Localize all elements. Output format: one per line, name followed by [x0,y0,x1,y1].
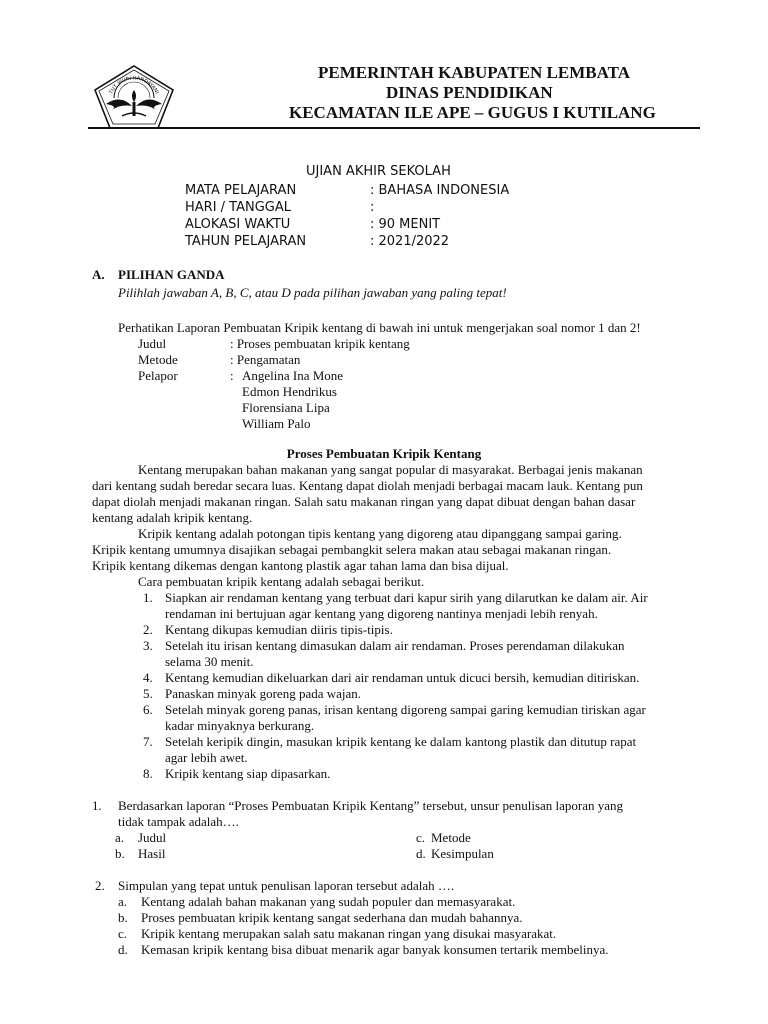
step-number: 3. [143,638,153,653]
option-key: d. [118,942,128,957]
step-number: 7. [143,734,153,749]
exam-row-label: HARI / TANGGAL [185,200,292,215]
step-text: Kentang kemudian dikeluarkan dari air rendaman untuk dicuci bersih, kemudian ditiriskan. [165,670,640,685]
pelapor-name: Florensiana Lipa [242,400,330,415]
step-number: 6. [143,702,153,717]
report-judul-value: : Proses pembuatan kripik kentang [230,336,410,351]
step-text: Setelah itu irisan kentang dimasukan dalam air rendaman. Proses perendaman dilakukan [165,638,625,653]
exam-title: UJIAN AKHIR SEKOLAH [306,164,451,179]
step-text: rendaman ini bertujuan agar kentang yang digoreng nantinya menjadi lebih renyah. [165,606,598,621]
letterhead-line-3: KECAMATAN ILE APE – GUGUS I KUTILANG [289,103,656,122]
report-pelapor-label: Pelapor [138,368,178,383]
question-number: 2. [95,878,105,893]
question-number: 1. [92,798,102,813]
step-text: kadar minyaknya berkurang. [165,718,315,733]
paragraph-line: dapat diolah menjadi makanan ringan. Salah satu makanan ringan yang dapat dibuat dengan bahan dasar [92,494,636,509]
option-key: a. [118,894,128,909]
option-key: b. [118,910,128,925]
exam-row-value: : BAHASA INDONESIA [370,183,510,198]
step-number: 1. [143,590,153,605]
pelapor-name: William Palo [242,416,311,431]
report-metode-value: : Pengamatan [230,352,301,367]
paragraph-line: Kentang merupakan bahan makanan yang sangat popular di masyarakat. Berbagai jenis makanan [138,462,643,477]
step-text: Kentang dikupas kemudian diiris tipis-tipis. [165,622,393,637]
option-key: b. [115,846,125,861]
question-text: Berdasarkan laporan “Proses Pembuatan Kripik Kentang” tersebut, unsur penulisan laporan yang [118,798,624,813]
section-letter: A. [92,267,105,282]
step-text: selama 30 menit. [165,654,254,669]
paragraph-line: dari kentang sudah beredar secara luas. Kentang dapat diolah menjadi berbagai macam lauk. Kentang pun [92,478,643,493]
report-metode-label: Metode [138,352,178,367]
option-key: a. [115,830,125,845]
option-text: Metode [431,830,471,845]
exam-row-label: ALOKASI WAKTU [185,217,291,232]
exam-row-value: : 90 MENIT [370,217,441,232]
letterhead-line-2: DINAS PENDIDIKAN [386,83,553,102]
exam-row-value: : 2021/2022 [370,234,450,249]
option-key: c. [118,926,128,941]
paragraph-line: Kripik kentang umumnya disajikan sebagai pembangkit selera makan atau sebagai makanan ringan. [92,542,612,557]
section-instruction: Pilihlah jawaban A, B, C, atau D pada pilihan jawaban yang paling tepat! [118,285,507,300]
report-pelapor-colon: : [230,368,234,383]
exam-row-label: MATA PELAJARAN [185,183,297,198]
pelapor-name: Edmon Hendrikus [242,384,337,399]
letterhead-line-1: PEMERINTAH KABUPATEN LEMBATA [318,63,630,82]
step-number: 8. [143,766,153,781]
section-title: PILIHAN GANDA [118,267,225,282]
question-text: tidak tampak adalah…. [118,814,239,829]
paragraph-line: Kripik kentang dikemas dengan kantong plastik agar tahan lama dan bisa dijual. [92,558,509,573]
option-text: Kentang adalah bahan makanan yang sudah populer dan memasyarakat. [141,894,516,909]
step-text: Siapkan air rendaman kentang yang terbuat dari kapur sirih yang dilarutkan ke dalam air. Air [165,590,648,605]
article-title: Proses Pembuatan Kripik Kentang [286,446,482,461]
option-text: Hasil [138,846,166,861]
report-intro: Perhatikan Laporan Pembuatan Kripik kentang di bawah ini untuk mengerjakan soal nomor 1 dan 2! [118,320,641,335]
option-text: Kripik kentang merupakan salah satu makanan ringan yang disukai masyarakat. [141,926,557,941]
option-text: Proses pembuatan kripik kentang sangat sederhana dan mudah bahannya. [141,910,523,925]
step-text: Panaskan minyak goreng pada wajan. [165,686,362,701]
step-number: 4. [143,670,153,685]
option-text: Judul [138,830,167,845]
option-key: c. [416,830,426,845]
step-text: Setelah keripik dingin, masukan kripik kentang ke dalam kantong plastik dan ditutup rapat [165,734,637,749]
step-number: 5. [143,686,153,701]
step-text: Setelah minyak goreng panas, irisan kentang digoreng sampai garing kemudian tiriskan agar [165,702,646,717]
paragraph-line: kentang adalah kripik kentang. [92,510,253,525]
tut-wuri-handayani-logo [92,64,176,130]
option-text: Kemasan kripik kentang bisa dibuat menarik agar banyak konsumen tertarik membelinya. [141,942,609,957]
logo-motto: TUT WURI HANDAYANI [108,75,160,96]
pelapor-name: Angelina Ina Mone [242,368,344,383]
steps-intro: Cara pembuatan kripik kentang adalah sebagai berikut. [138,574,425,589]
report-judul-label: Judul [138,336,167,351]
paragraph-line: Kripik kentang adalah potongan tipis kentang yang digoreng atau dipanggang sampai garing. [138,526,622,541]
option-text: Kesimpulan [431,846,494,861]
question-text: Simpulan yang tepat untuk penulisan laporan tersebut adalah …. [118,878,455,893]
exam-row-label: TAHUN PELAJARAN [185,234,307,249]
step-text: agar lebih awet. [165,750,248,765]
step-text: Kripik kentang siap dipasarkan. [165,766,331,781]
exam-row-value: : [370,200,375,215]
option-key: d. [416,846,426,861]
step-number: 2. [143,622,153,637]
letterhead-divider [88,127,700,129]
